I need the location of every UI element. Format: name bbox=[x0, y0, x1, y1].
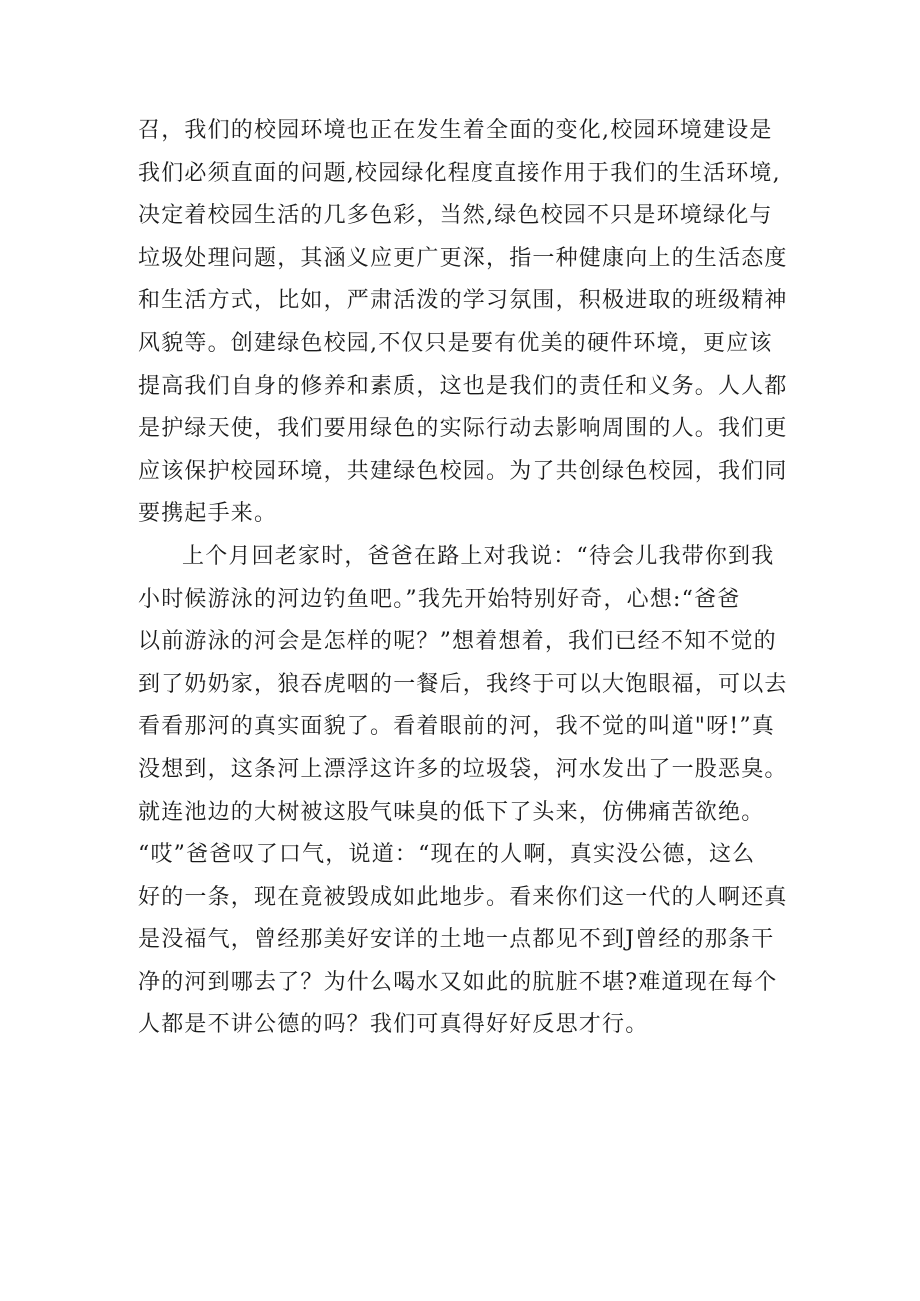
paragraph-line: 以前游泳的河会是怎样的呢？”想着想着，我们已经不知不觉的 bbox=[138, 629, 777, 655]
paragraph-line: 是没福气，曾经那美好安详的土地一点都见不到J曾经的那条干 bbox=[138, 927, 775, 953]
paragraph-line: 是护绿天使，我们要用绿色的实际行动去影响周围的人。我们更 bbox=[138, 416, 788, 442]
paragraph-line: 就连池边的大树被这股气味臭的低下了头来，仿佛痛苦欲绝。 bbox=[138, 799, 765, 825]
paragraph-line: 风貌等。创建绿色校园,不仅只是要有优美的硬件环境，更应该 bbox=[138, 330, 773, 356]
paragraph-line: 人都是不讲公德的吗？我们可真得好好反思才行。 bbox=[138, 1012, 649, 1038]
paragraph-2 bbox=[138, 536, 838, 1047]
paragraph-line: 提高我们自身的修养和素质，这也是我们的责任和义务。人人都 bbox=[138, 373, 788, 399]
paragraph-1 bbox=[138, 110, 838, 536]
paragraph-line: 要携起手来。 bbox=[138, 501, 278, 527]
paragraph-line: 到了奶奶家，狼吞虎咽的一餐后，我终于可以大饱眼福，可以去 bbox=[138, 671, 788, 697]
paragraph-line: 没想到，这条河上漂浮这许多的垃圾袋，河水发出了一股恶臭。 bbox=[138, 756, 788, 782]
paragraph-line: 我们必须直面的问题,校园绿化程度直接作用于我们的生活环境, bbox=[138, 160, 781, 186]
paragraph-line: 应该保护校园环境，共建绿色校园。为了共创绿色校园，我们同 bbox=[138, 458, 788, 484]
paragraph-line: 小时候游泳的河边钓鱼吧。”我先开始特别好奇，心想:“爸爸 bbox=[138, 586, 741, 612]
paragraph-line: 看看那河的真实面貌了。看着眼前的河，我不觉的叫道"呀!”真 bbox=[138, 714, 776, 740]
paragraph-line: “哎”爸爸叹了口气，说道：“现在的人啊，真实没公德，这么 bbox=[138, 842, 756, 868]
paragraph-line: 垃圾处理问题，其涵义应更广更深，指一种健康向上的生活态度 bbox=[138, 245, 788, 271]
paragraph-line: 召，我们的校园环境也正在发生着全面的变化,校园环境建设是 bbox=[138, 118, 773, 143]
document-body bbox=[138, 110, 838, 1047]
paragraph-line: 和生活方式，比如，严肃活泼的学习氛围，积极进取的班级精神 bbox=[138, 288, 788, 314]
paragraph-line: 好的一条，现在竟被毁成如此地步。看来你们这一代的人啊还真 bbox=[138, 884, 788, 910]
paragraph-line: 净的河到哪去了？为什么喝水又如此的肮脏不堪?难道现在每个 bbox=[138, 969, 778, 995]
paragraph-line-first: 上个月回老家时，爸爸在路上对我说：“待会儿我带你到我 bbox=[182, 543, 775, 569]
paragraph-line: 决定着校园生活的几多色彩，当然,绿色校园不只是环境绿化与 bbox=[138, 203, 773, 229]
